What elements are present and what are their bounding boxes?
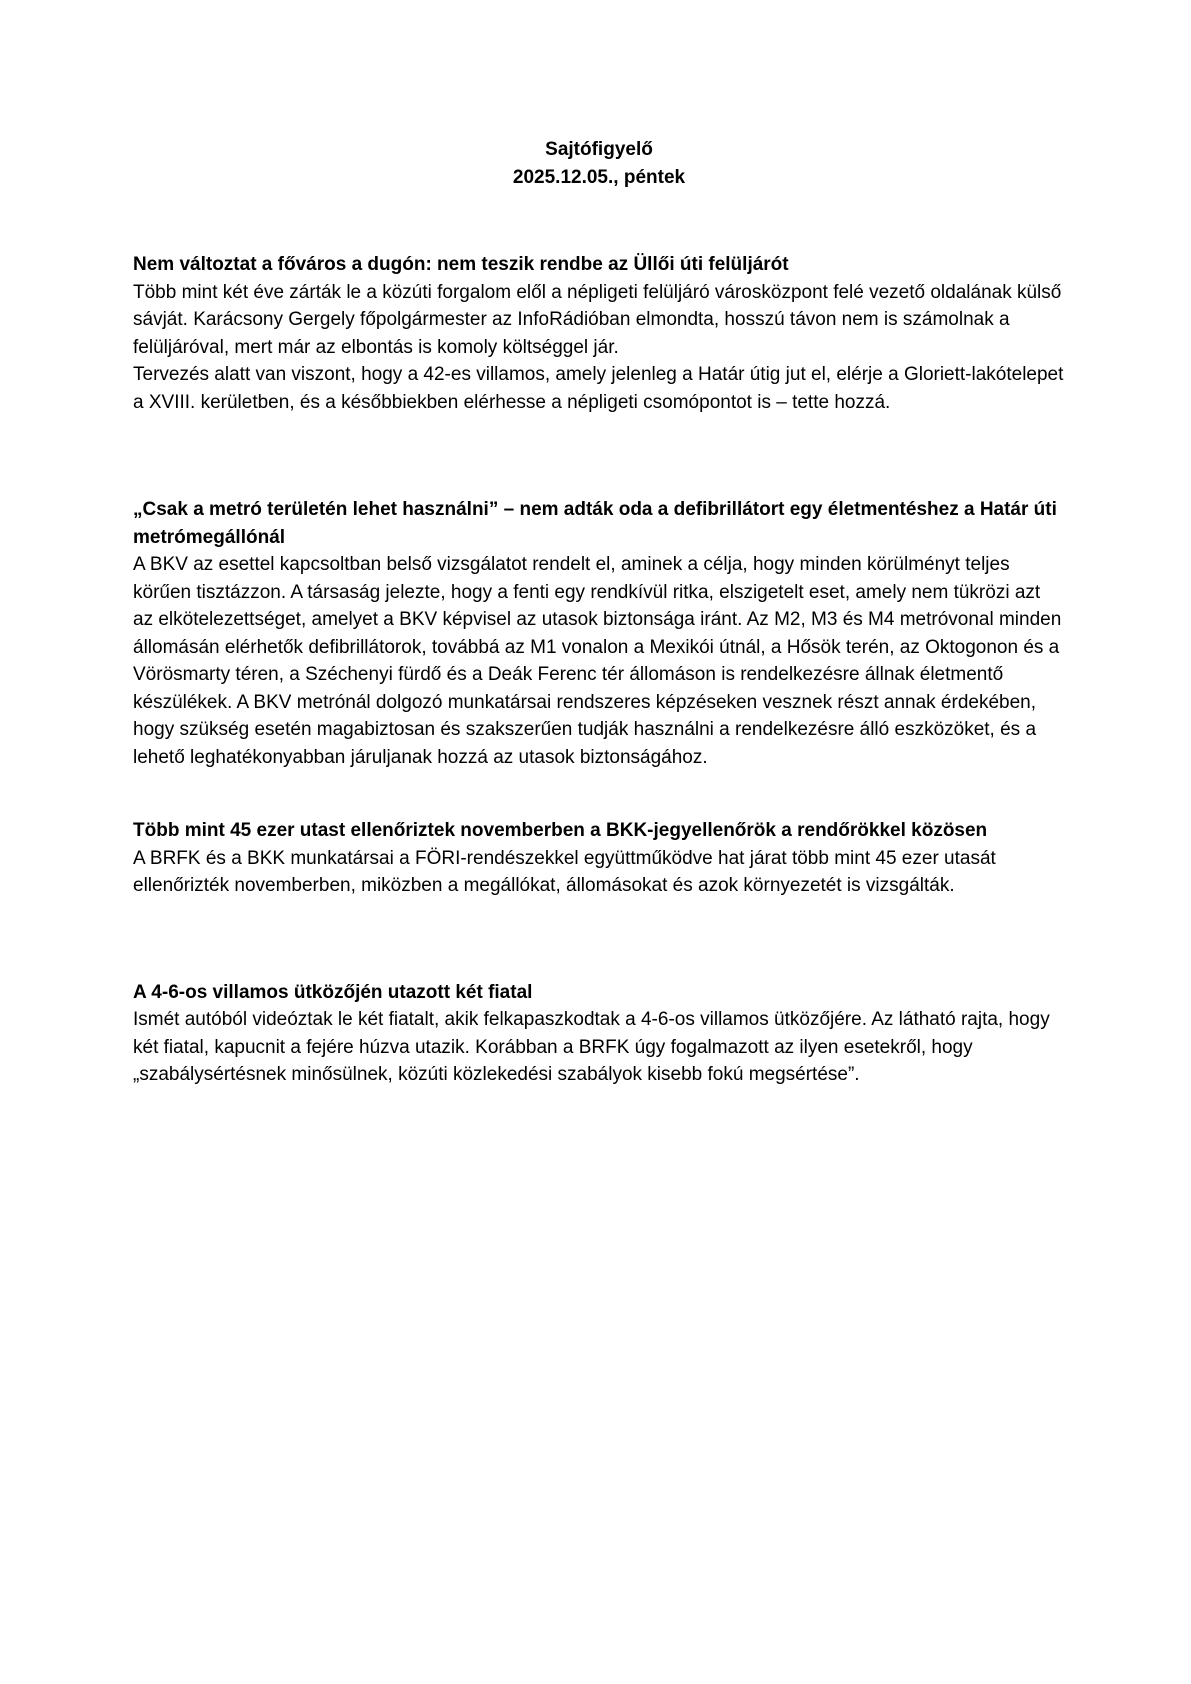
document-date: 2025.12.05., péntek xyxy=(512,166,686,188)
document-title: Sajtófigyelő xyxy=(545,139,653,160)
news-section-defibrillator xyxy=(133,496,1065,771)
section-heading: Nem változtat a főváros a dugón: nem teszik rendbe az Üllői úti felüljárót xyxy=(133,254,789,275)
section-heading: „Csak a metró területén lehet használni” – nem adták oda a defibrillátort egy életmentéshez a Határ úti metrómegállónál xyxy=(133,499,1057,548)
section-heading: Több mint 45 ezer utast ellenőriztek novemberben a BKK-jegyellenőrök a rendőrökkel közösen xyxy=(133,820,988,841)
section-paragraph: A BKV az esettel kapcsoltban belső vizsgálatot rendelt el, aminek a célja, hogy minden körülményt teljes körűen tisztázzon. A társaság jelezte, hogy a fenti egy rendkívül ritka, elszigetelt eset, amely nem tükrözi azt az elkötelezettséget, amelyet a BKV képvisel az utasok biztonsága iránt. Az M2, M3 és M4 metróvonal minden állomásán elérhetők defibrillátorok, továbbá az M1 vonalon a Mexikói útnál, a Hősök terén, az Oktogonon és a Vörösmarty téren, a Széchenyi fürdő és a Deák Ferenc tér állomáson is rendelkezésre állnak életmentő készülékek. A BKV metrónál dolgozó munkatársai rendszeres képzéseken vesznek részt annak érdekében, hogy szükség esetén magabiztosan és szakszerűen tudják használni a rendelkezésre álló eszközöket, és a lehető leghatékonyabban járuljanak hozzá az utasok biztonságához. xyxy=(133,554,1062,768)
section-paragraph: A BRFK és a BKK munkatársai a FÖRI-rendészekkel együttműködve hat járat több mint 45 ezer utasát ellenőrizték novemberben, miközben a megállókat, állomásokat és azok környezetét is vizsgálták. xyxy=(133,847,996,896)
section-paragraph: Több mint két éve zárták le a közúti forgalom elől a népligeti felüljáró városközpont felé vezető oldalának külső sávját. Karácsony Gergely főpolgármester az InfoRádióban elmondta, hosszú távon nem is számolnak a felüljáróval, mert már az elbontás is komoly költséggel jár. xyxy=(133,281,1062,358)
section-heading: A 4-6-os villamos ütközőjén utazott két fiatal xyxy=(133,981,533,1003)
news-section-ulloi-felujaro xyxy=(133,251,1065,416)
section-paragraph: Tervezés alatt van viszont, hogy a 42-es villamos, amely jelenleg a Határ útig jut el, elérje a Gloriett-lakótelepet a XVIII. kerületben, és a későbbiekben elérhesse a népligeti csomópontot is – tette hozzá. xyxy=(133,364,1064,413)
news-section-villamos-utkozo xyxy=(133,979,1065,1089)
document-content xyxy=(133,136,1065,1089)
section-paragraph: Ismét autóból videóztak le két fiatalt, akik felkapaszkodtak a 4-6-os villamos ütközőjére. Az látható rajta, hogy két fiatal, kapucnit a fejére húzva utazik. Korábban a BRFK úgy fogalmazott az ilyen esetekről, hogy „szabálysértésnek minősülnek, közúti közlekedési szabályok kisebb fokú megsértése”. xyxy=(133,1009,1050,1085)
news-section-utasellenorzes xyxy=(133,817,1065,900)
